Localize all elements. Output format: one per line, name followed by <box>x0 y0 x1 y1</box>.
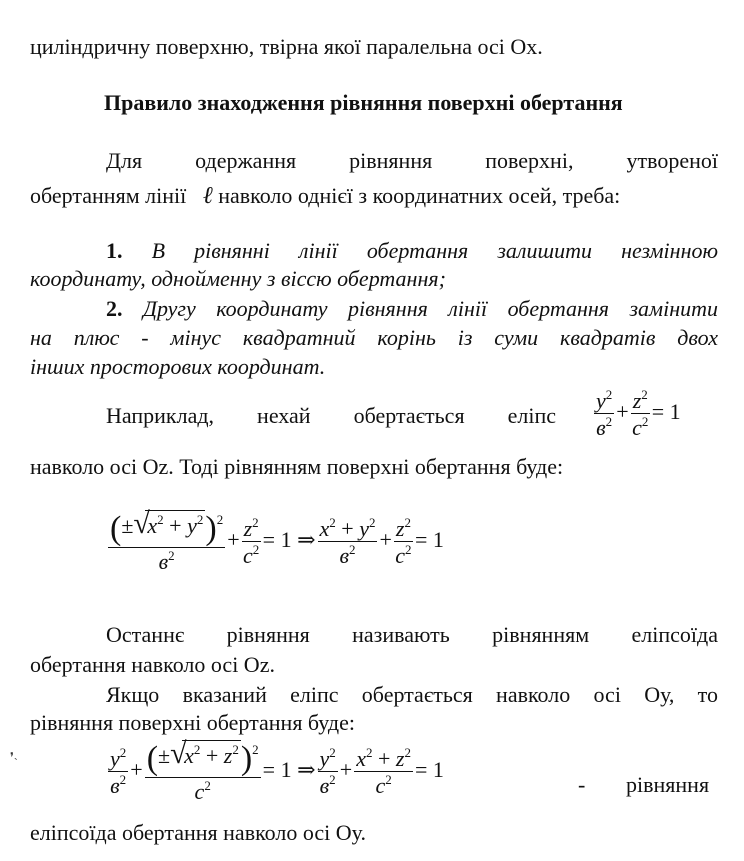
rule-text: Другу координату рівняння лінії обертання замінити <box>142 296 719 321</box>
section-heading: Правило знаходження рівняння поверхні обертання <box>104 90 623 115</box>
stray-mark: ❜˴ <box>10 750 18 764</box>
dash: - <box>578 772 586 797</box>
paragraph-line: рівняння поверхні обертання буде: <box>30 710 355 735</box>
intro-text: обертанням лінії <box>30 183 187 208</box>
paragraph-line: рівняння <box>626 772 710 797</box>
rule-item: на плюс - мінус квадратний корінь із суми квадратів двох <box>30 325 718 350</box>
example-text: Наприклад, нехай обертається еліпс <box>106 403 556 428</box>
rule-item <box>106 298 718 320</box>
paragraph-line <box>106 405 556 427</box>
oz-text: Останнє рівняння називають рівнянням еліпсоїда <box>106 622 718 647</box>
oy-surface-formula: $\frac{y^2}{в^2}$ + (± √ $x^2 + z^2)^2$ $c^2$ = 1 ⇒ $\frac{y^2}{в^2}$ + $\frac{x^2 + z^2}{c^2}$ = 1 <box>110 737 444 804</box>
line-symbol: ℓ <box>202 183 213 209</box>
rule-item <box>106 240 718 262</box>
paragraph-line <box>106 684 718 706</box>
text-line: циліндричну поверхню, твірна якої паралельна осі Ох. <box>30 34 543 59</box>
rule-number: 2. <box>106 296 123 321</box>
intro-text: навколо однієї з координатних осей, треба: <box>218 183 621 208</box>
paragraph-line <box>106 150 718 172</box>
rule-number: 1. <box>106 238 123 263</box>
paragraph-line <box>30 184 620 208</box>
intro-text: Для одержання рівняння поверхні, утвореної <box>106 148 718 173</box>
paragraph-line: еліпсоїда обертання навколо осі Оу. <box>30 820 366 845</box>
oy-text: Якщо вказаний еліпс обертається навколо осі Оу, то <box>106 682 718 707</box>
rule-text: В рівнянні лінії обертання залишити незмінною <box>151 238 719 263</box>
paragraph-line: обертання навколо осі Oz. <box>30 652 275 677</box>
rule-item: інших просторових координат. <box>30 354 326 379</box>
rule-item: координату, однойменну з віссю обертання; <box>30 266 446 291</box>
oz-surface-formula: (± √ $x^2 + y^2)^2$ $в^2$ + $\frac{z^2}{c^2}$ = 1 ⇒ $\frac{x^2 + y^2}{в^2}$ + $\frac{z^2}{c^2}$ = 1 <box>110 507 444 574</box>
ellipse-formula: $\frac{y^2}{в^2}$ + $\frac{z^2}{c^2}$ = 1 <box>596 387 681 440</box>
paragraph-line: навколо осі Oz. Тоді рівнянням поверхні обертання буде: <box>30 454 564 479</box>
paragraph-line <box>106 624 718 646</box>
